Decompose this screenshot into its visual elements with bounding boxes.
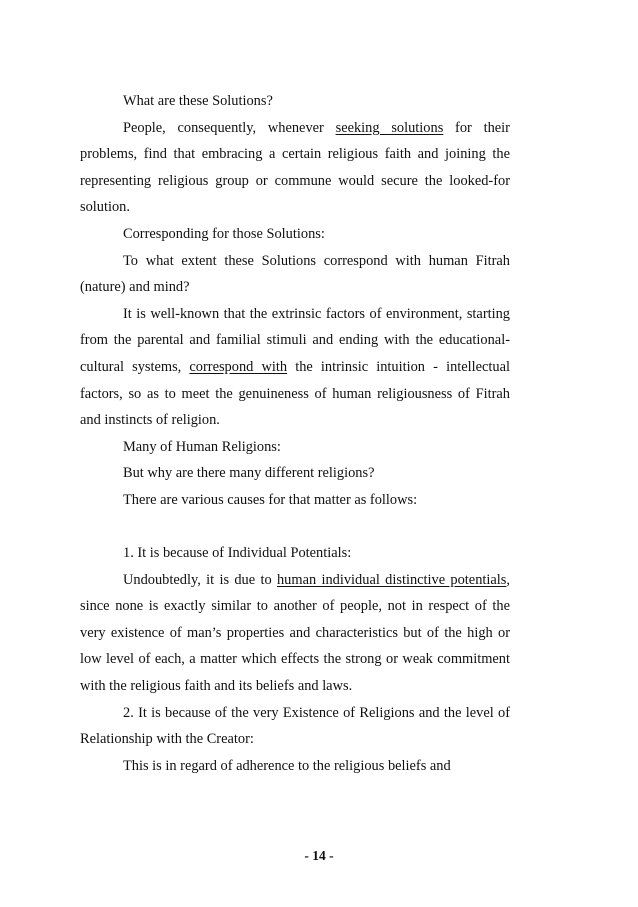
paragraph-text: It is well-known that the extrinsic factors of environment, starting from the parental and familial stimuli and ending with the educational-cultural systems,	[80, 305, 510, 375]
paragraph-seeking-solutions	[80, 115, 510, 221]
body-text	[80, 88, 510, 779]
page-number: - 14 -	[304, 848, 334, 863]
paragraph-text: Undoubtedly, it is due to	[123, 571, 277, 588]
paragraph-text: for their problems, find that embracing a certain religious faith and joining the representing religious group or commune would secure the looked-for solution.	[80, 119, 510, 216]
heading-solutions: What are these Solutions?	[123, 93, 273, 109]
paragraph-text: People, consequently, whenever	[123, 119, 336, 136]
paragraph-adherence: This is in regard of adherence to the religious beliefs and	[123, 757, 451, 774]
paragraph-extent-question: To what extent these Solutions correspond with human Fitrah (nature) and mind?	[80, 252, 510, 296]
link-individual-potentials[interactable]: human individual distinctive potentials	[276, 571, 507, 588]
paragraph-undoubtedly	[80, 567, 510, 700]
paragraph-why-many: But why are there many different religions?	[123, 465, 375, 482]
heading-existence-religions: 2. It is because of the very Existence of Religions and the level of Relationship with the Creator:	[80, 704, 510, 748]
paragraph-text: , since none is exactly similar to another of people, not in respect of the very existence of man’s properties and characteristics but of the high or low level of each, a matter which effects the strong or weak commitment with the religious faith and its beliefs and laws.	[80, 571, 510, 695]
heading-many-religions: Many of Human Religions:	[123, 438, 281, 455]
paragraph-various-causes: There are various causes for that matter as follows:	[123, 491, 418, 508]
link-seeking-solutions[interactable]: seeking solutions	[335, 119, 444, 136]
heading-corresponding: Corresponding for those Solutions:	[123, 225, 325, 242]
paragraph-text: the intrinsic intuition - intellectual factors, so as to meet the genuineness of human religiousness of Fitrah and instincts of religion.	[80, 358, 510, 429]
link-correspond-with[interactable]: correspond with	[189, 358, 288, 375]
paragraph-well-known	[80, 301, 510, 434]
heading-individual-potentials: 1. It is because of Individual Potentials:	[123, 545, 352, 562]
